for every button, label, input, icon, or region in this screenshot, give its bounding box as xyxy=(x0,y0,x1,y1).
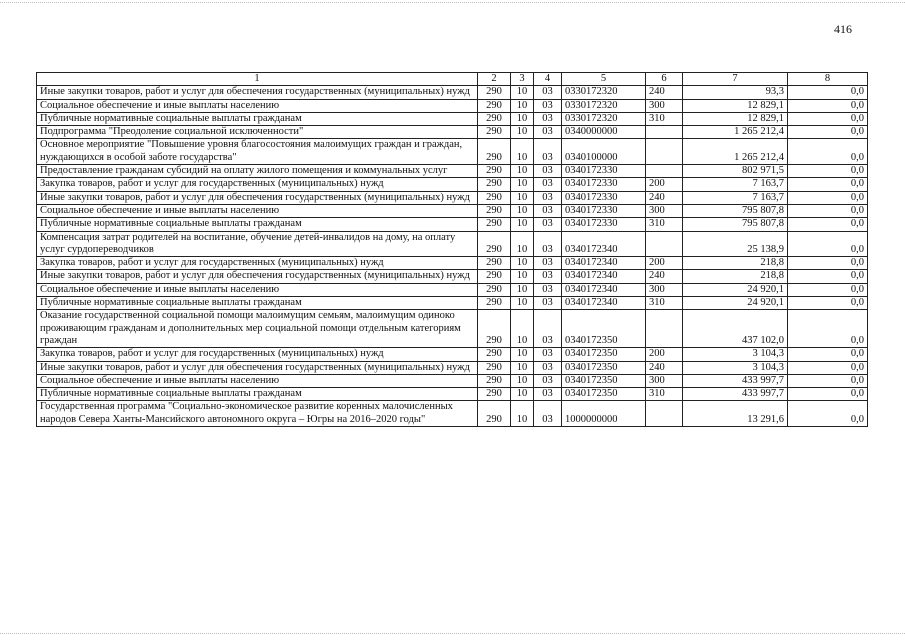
row-code-section: 10 xyxy=(511,283,534,296)
row-code-target: 0330172320 xyxy=(562,112,646,125)
row-code-expense-type xyxy=(646,310,683,348)
row-code-subsection: 03 xyxy=(534,310,562,348)
row-code-ministry: 290 xyxy=(478,297,511,310)
table-row xyxy=(37,257,868,270)
row-code-expense-type xyxy=(646,139,683,165)
row-name: Иные закупки товаров, работ и услуг для обеспечения государственных (муниципальных) нужд xyxy=(37,361,478,374)
row-amount: 433 997,7 xyxy=(683,388,788,401)
row-amount: 12 829,1 xyxy=(683,112,788,125)
row-code-subsection: 03 xyxy=(534,401,562,427)
header-cell: 4 xyxy=(534,73,562,86)
row-code-section: 10 xyxy=(511,139,534,165)
row-code-target: 0340172340 xyxy=(562,270,646,283)
row-code-section: 10 xyxy=(511,231,534,257)
row-amount-extra: 0,0 xyxy=(788,99,868,112)
row-amount-extra: 0,0 xyxy=(788,231,868,257)
row-code-section: 10 xyxy=(511,270,534,283)
row-amount-extra: 0,0 xyxy=(788,297,868,310)
row-code-expense-type: 310 xyxy=(646,297,683,310)
row-amount: 24 920,1 xyxy=(683,283,788,296)
row-name: Публичные нормативные социальные выплаты гражданам xyxy=(37,388,478,401)
row-amount-extra: 0,0 xyxy=(788,401,868,427)
row-code-target: 0340172350 xyxy=(562,388,646,401)
row-code-section: 10 xyxy=(511,257,534,270)
row-code-target: 0340172350 xyxy=(562,348,646,361)
row-code-expense-type xyxy=(646,401,683,427)
row-code-ministry: 290 xyxy=(478,348,511,361)
row-code-ministry: 290 xyxy=(478,310,511,348)
row-amount-extra: 0,0 xyxy=(788,126,868,139)
row-code-ministry: 290 xyxy=(478,231,511,257)
row-code-subsection: 03 xyxy=(534,126,562,139)
row-amount-extra: 0,0 xyxy=(788,348,868,361)
row-name: Иные закупки товаров, работ и услуг для обеспечения государственных (муниципальных) нужд xyxy=(37,191,478,204)
row-code-subsection: 03 xyxy=(534,99,562,112)
page-number: 416 xyxy=(834,22,852,36)
row-code-target: 0340172340 xyxy=(562,297,646,310)
row-amount: 437 102,0 xyxy=(683,310,788,348)
row-code-subsection: 03 xyxy=(534,297,562,310)
table-row xyxy=(37,401,868,427)
row-amount: 93,3 xyxy=(683,86,788,99)
row-code-target: 1000000000 xyxy=(562,401,646,427)
row-code-subsection: 03 xyxy=(534,348,562,361)
row-amount-extra: 0,0 xyxy=(788,257,868,270)
row-code-ministry: 290 xyxy=(478,178,511,191)
table-row xyxy=(37,191,868,204)
row-code-target: 0340172350 xyxy=(562,361,646,374)
row-name: Иные закупки товаров, работ и услуг для обеспечения государственных (муниципальных) нужд xyxy=(37,86,478,99)
row-amount: 795 807,8 xyxy=(683,218,788,231)
row-code-subsection: 03 xyxy=(534,204,562,217)
row-name: Публичные нормативные социальные выплаты гражданам xyxy=(37,297,478,310)
row-code-expense-type: 300 xyxy=(646,99,683,112)
table-row xyxy=(37,86,868,99)
row-amount: 433 997,7 xyxy=(683,374,788,387)
row-code-section: 10 xyxy=(511,361,534,374)
table-row xyxy=(37,218,868,231)
row-code-target: 0340172350 xyxy=(562,310,646,348)
row-amount: 3 104,3 xyxy=(683,348,788,361)
row-name: Подпрограмма "Преодоление социальной исключенности" xyxy=(37,126,478,139)
row-code-subsection: 03 xyxy=(534,86,562,99)
row-code-section: 10 xyxy=(511,126,534,139)
scan-artifact-top xyxy=(0,2,905,4)
row-amount: 12 829,1 xyxy=(683,99,788,112)
table-row xyxy=(37,310,868,348)
row-name: Социальное обеспечение и иные выплаты населению xyxy=(37,204,478,217)
table-row xyxy=(37,348,868,361)
row-code-ministry: 290 xyxy=(478,270,511,283)
row-code-ministry: 290 xyxy=(478,218,511,231)
row-code-section: 10 xyxy=(511,388,534,401)
row-code-subsection: 03 xyxy=(534,361,562,374)
row-amount: 218,8 xyxy=(683,257,788,270)
row-code-subsection: 03 xyxy=(534,257,562,270)
row-amount-extra: 0,0 xyxy=(788,139,868,165)
row-code-section: 10 xyxy=(511,348,534,361)
row-code-expense-type: 200 xyxy=(646,257,683,270)
row-amount-extra: 0,0 xyxy=(788,361,868,374)
table-row xyxy=(37,204,868,217)
row-amount-extra: 0,0 xyxy=(788,112,868,125)
row-name: Социальное обеспечение и иные выплаты населению xyxy=(37,374,478,387)
row-name: Социальное обеспечение и иные выплаты населению xyxy=(37,99,478,112)
row-code-expense-type: 310 xyxy=(646,112,683,125)
row-code-subsection: 03 xyxy=(534,139,562,165)
row-code-section: 10 xyxy=(511,374,534,387)
table-row xyxy=(37,231,868,257)
row-code-expense-type: 200 xyxy=(646,178,683,191)
row-name: Социальное обеспечение и иные выплаты населению xyxy=(37,283,478,296)
row-name: Компенсация затрат родителей на воспитание, обучение детей-инвалидов на дому, на оплату услуг сурдопереводчиков xyxy=(37,231,478,257)
row-code-ministry: 290 xyxy=(478,257,511,270)
row-code-ministry: 290 xyxy=(478,191,511,204)
row-amount-extra: 0,0 xyxy=(788,270,868,283)
row-code-target: 0340172330 xyxy=(562,218,646,231)
row-amount-extra: 0,0 xyxy=(788,310,868,348)
row-amount-extra: 0,0 xyxy=(788,218,868,231)
row-amount: 25 138,9 xyxy=(683,231,788,257)
table-row xyxy=(37,361,868,374)
row-code-expense-type: 240 xyxy=(646,86,683,99)
row-code-subsection: 03 xyxy=(534,283,562,296)
row-code-expense-type xyxy=(646,126,683,139)
row-amount-extra: 0,0 xyxy=(788,204,868,217)
row-code-ministry: 290 xyxy=(478,283,511,296)
row-code-expense-type: 200 xyxy=(646,348,683,361)
row-code-target: 0330172320 xyxy=(562,99,646,112)
row-code-expense-type: 310 xyxy=(646,388,683,401)
row-code-target: 0340172340 xyxy=(562,231,646,257)
row-code-expense-type: 240 xyxy=(646,270,683,283)
row-code-subsection: 03 xyxy=(534,178,562,191)
table-row xyxy=(37,112,868,125)
row-code-section: 10 xyxy=(511,218,534,231)
row-name: Государственная программа "Социально-экономическое развитие коренных малочисленных народов Севера Ханты-Мансийского автономного округа – Югры на 2016–2020 годы" xyxy=(37,401,478,427)
row-code-expense-type: 300 xyxy=(646,374,683,387)
table-row xyxy=(37,297,868,310)
table-row xyxy=(37,178,868,191)
row-name: Публичные нормативные социальные выплаты гражданам xyxy=(37,112,478,125)
row-code-section: 10 xyxy=(511,86,534,99)
row-code-target: 0340172340 xyxy=(562,257,646,270)
table-row xyxy=(37,99,868,112)
row-code-target: 0340172350 xyxy=(562,374,646,387)
row-amount: 7 163,7 xyxy=(683,178,788,191)
table-row xyxy=(37,165,868,178)
row-amount: 218,8 xyxy=(683,270,788,283)
row-amount: 795 807,8 xyxy=(683,204,788,217)
row-amount-extra: 0,0 xyxy=(788,191,868,204)
row-name: Основное мероприятие "Повышение уровня благосостояния малоимущих граждан и граждан, нуждающихся в особой заботе государства" xyxy=(37,139,478,165)
row-code-expense-type: 300 xyxy=(646,204,683,217)
table-row xyxy=(37,270,868,283)
row-code-expense-type xyxy=(646,231,683,257)
row-code-target: 0340172340 xyxy=(562,283,646,296)
row-code-section: 10 xyxy=(511,112,534,125)
row-code-section: 10 xyxy=(511,165,534,178)
row-code-ministry: 290 xyxy=(478,388,511,401)
table-row xyxy=(37,283,868,296)
row-code-subsection: 03 xyxy=(534,270,562,283)
row-code-target: 0340172330 xyxy=(562,165,646,178)
row-code-section: 10 xyxy=(511,204,534,217)
row-code-ministry: 290 xyxy=(478,361,511,374)
row-amount: 24 920,1 xyxy=(683,297,788,310)
header-cell: 7 xyxy=(683,73,788,86)
row-amount: 13 291,6 xyxy=(683,401,788,427)
row-code-section: 10 xyxy=(511,401,534,427)
row-code-expense-type: 240 xyxy=(646,361,683,374)
row-code-ministry: 290 xyxy=(478,139,511,165)
row-amount: 7 163,7 xyxy=(683,191,788,204)
table-row xyxy=(37,139,868,165)
row-code-expense-type xyxy=(646,165,683,178)
row-code-ministry: 290 xyxy=(478,86,511,99)
row-amount-extra: 0,0 xyxy=(788,178,868,191)
row-name: Закупка товаров, работ и услуг для государственных (муниципальных) нужд xyxy=(37,348,478,361)
header-cell: 6 xyxy=(646,73,683,86)
table-body xyxy=(37,86,868,427)
row-code-expense-type: 300 xyxy=(646,283,683,296)
row-code-ministry: 290 xyxy=(478,204,511,217)
row-code-ministry: 290 xyxy=(478,165,511,178)
row-name: Закупка товаров, работ и услуг для государственных (муниципальных) нужд xyxy=(37,257,478,270)
row-code-subsection: 03 xyxy=(534,191,562,204)
header-cell: 1 xyxy=(37,73,478,86)
row-code-target: 0340100000 xyxy=(562,139,646,165)
table-row xyxy=(37,374,868,387)
row-amount-extra: 0,0 xyxy=(788,374,868,387)
header-cell: 3 xyxy=(511,73,534,86)
row-code-subsection: 03 xyxy=(534,231,562,257)
row-code-target: 0340000000 xyxy=(562,126,646,139)
row-code-subsection: 03 xyxy=(534,218,562,231)
row-name: Оказание государственной социальной помощи малоимущим семьям, малоимущим одиноко проживающим гражданам и дополнительных мер социальной помощи отдельным категориям граждан xyxy=(37,310,478,348)
row-code-ministry: 290 xyxy=(478,99,511,112)
table-row xyxy=(37,388,868,401)
row-amount: 3 104,3 xyxy=(683,361,788,374)
row-code-subsection: 03 xyxy=(534,112,562,125)
row-code-target: 0340172330 xyxy=(562,204,646,217)
row-code-section: 10 xyxy=(511,310,534,348)
header-cell: 8 xyxy=(788,73,868,86)
table-header-row xyxy=(37,73,868,86)
table-row xyxy=(37,126,868,139)
row-code-subsection: 03 xyxy=(534,165,562,178)
row-amount-extra: 0,0 xyxy=(788,86,868,99)
budget-table xyxy=(36,72,868,427)
scan-artifact-bottom xyxy=(0,633,905,635)
row-code-target: 0340172330 xyxy=(562,178,646,191)
row-code-subsection: 03 xyxy=(534,374,562,387)
row-code-ministry: 290 xyxy=(478,126,511,139)
row-code-ministry: 290 xyxy=(478,374,511,387)
row-code-section: 10 xyxy=(511,191,534,204)
header-cell: 5 xyxy=(562,73,646,86)
row-amount-extra: 0,0 xyxy=(788,388,868,401)
row-amount-extra: 0,0 xyxy=(788,165,868,178)
row-amount: 1 265 212,4 xyxy=(683,139,788,165)
row-code-section: 10 xyxy=(511,99,534,112)
row-code-target: 0340172330 xyxy=(562,191,646,204)
row-name: Предоставление гражданам субсидий на оплату жилого помещения и коммунальных услуг xyxy=(37,165,478,178)
row-name: Иные закупки товаров, работ и услуг для обеспечения государственных (муниципальных) нужд xyxy=(37,270,478,283)
row-name: Закупка товаров, работ и услуг для государственных (муниципальных) нужд xyxy=(37,178,478,191)
row-code-ministry: 290 xyxy=(478,401,511,427)
row-amount: 802 971,5 xyxy=(683,165,788,178)
row-code-subsection: 03 xyxy=(534,388,562,401)
row-code-section: 10 xyxy=(511,297,534,310)
row-code-expense-type: 310 xyxy=(646,218,683,231)
row-code-expense-type: 240 xyxy=(646,191,683,204)
row-code-target: 0330172320 xyxy=(562,86,646,99)
row-name: Публичные нормативные социальные выплаты гражданам xyxy=(37,218,478,231)
row-amount: 1 265 212,4 xyxy=(683,126,788,139)
row-amount-extra: 0,0 xyxy=(788,283,868,296)
row-code-section: 10 xyxy=(511,178,534,191)
header-cell: 2 xyxy=(478,73,511,86)
row-code-ministry: 290 xyxy=(478,112,511,125)
